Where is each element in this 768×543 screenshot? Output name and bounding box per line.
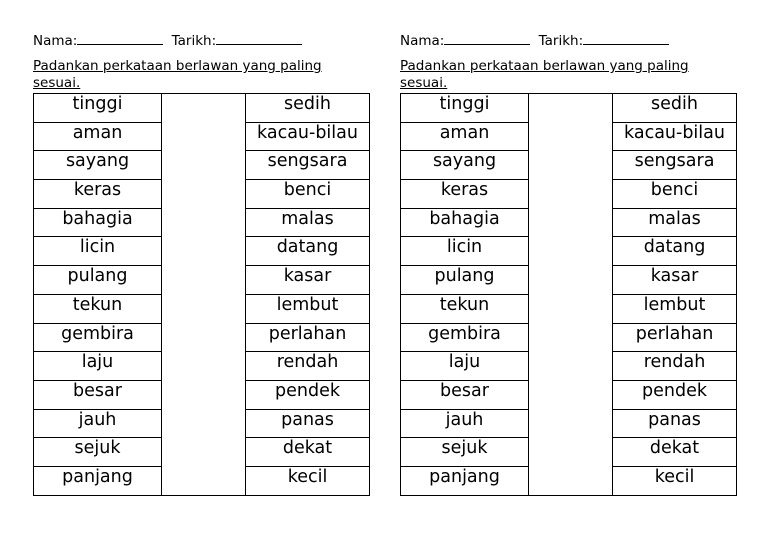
table-row bbox=[401, 352, 737, 381]
matching-table-body bbox=[401, 94, 737, 496]
table-row bbox=[34, 94, 370, 123]
header-fields bbox=[33, 32, 370, 50]
word-left-cell: gembira bbox=[401, 323, 529, 352]
matching-gap-cell bbox=[529, 266, 613, 295]
matching-gap-cell bbox=[529, 466, 613, 495]
table-row bbox=[401, 438, 737, 467]
word-right-cell: kacau-bilau bbox=[246, 122, 370, 151]
word-right-cell: panas bbox=[613, 409, 737, 438]
matching-gap-cell bbox=[529, 380, 613, 409]
instruction-text: Padankan perkataan berlawan yang paling sesuai. bbox=[400, 58, 689, 91]
matching-gap-cell bbox=[162, 122, 246, 151]
word-right-cell: sengsara bbox=[246, 151, 370, 180]
table-row bbox=[401, 151, 737, 180]
table-row bbox=[34, 237, 370, 266]
worksheet-left bbox=[33, 32, 370, 496]
table-row bbox=[401, 323, 737, 352]
word-right-cell: dekat bbox=[246, 438, 370, 467]
word-left-cell: jauh bbox=[34, 409, 162, 438]
table-row bbox=[34, 438, 370, 467]
word-left-cell: sayang bbox=[34, 151, 162, 180]
word-left-cell: besar bbox=[401, 380, 529, 409]
table-row bbox=[34, 151, 370, 180]
table-row bbox=[401, 294, 737, 323]
matching-gap-cell bbox=[162, 352, 246, 381]
matching-table bbox=[400, 93, 737, 496]
name-blank bbox=[77, 32, 163, 45]
matching-gap-cell bbox=[162, 294, 246, 323]
word-left-cell: gembira bbox=[34, 323, 162, 352]
date-label: Tarikh: bbox=[538, 33, 584, 49]
matching-gap-cell bbox=[162, 94, 246, 123]
table-row bbox=[34, 380, 370, 409]
matching-gap-cell bbox=[529, 323, 613, 352]
word-right-cell: sedih bbox=[613, 94, 737, 123]
matching-gap-cell bbox=[529, 237, 613, 266]
matching-gap-cell bbox=[162, 151, 246, 180]
table-row bbox=[401, 266, 737, 295]
matching-gap-cell bbox=[529, 294, 613, 323]
matching-gap-cell bbox=[529, 94, 613, 123]
word-left-cell: tekun bbox=[401, 294, 529, 323]
word-left-cell: panjang bbox=[34, 466, 162, 495]
word-left-cell: besar bbox=[34, 380, 162, 409]
header-fields bbox=[400, 32, 737, 50]
matching-table-body bbox=[34, 94, 370, 496]
table-row bbox=[34, 122, 370, 151]
table-row bbox=[401, 208, 737, 237]
table-row bbox=[401, 380, 737, 409]
table-row bbox=[401, 122, 737, 151]
matching-gap-cell bbox=[162, 237, 246, 266]
word-right-cell: datang bbox=[613, 237, 737, 266]
word-right-cell: sengsara bbox=[613, 151, 737, 180]
table-row bbox=[401, 466, 737, 495]
date-blank bbox=[216, 32, 302, 45]
word-right-cell: kasar bbox=[613, 266, 737, 295]
name-label: Nama: bbox=[400, 33, 445, 49]
table-row bbox=[34, 323, 370, 352]
word-right-cell: malas bbox=[246, 208, 370, 237]
date-label: Tarikh: bbox=[171, 33, 217, 49]
word-right-cell: kecil bbox=[613, 466, 737, 495]
word-left-cell: laju bbox=[401, 352, 529, 381]
word-right-cell: lembut bbox=[613, 294, 737, 323]
word-right-cell: rendah bbox=[246, 352, 370, 381]
worksheet-right bbox=[400, 32, 737, 496]
matching-gap-cell bbox=[162, 266, 246, 295]
word-left-cell: jauh bbox=[401, 409, 529, 438]
word-right-cell: kecil bbox=[246, 466, 370, 495]
word-right-cell: benci bbox=[246, 180, 370, 209]
table-row bbox=[401, 409, 737, 438]
word-left-cell: bahagia bbox=[401, 208, 529, 237]
word-right-cell: sedih bbox=[246, 94, 370, 123]
table-row bbox=[34, 409, 370, 438]
table-row bbox=[34, 352, 370, 381]
table-row bbox=[34, 180, 370, 209]
word-left-cell: tekun bbox=[34, 294, 162, 323]
date-blank bbox=[583, 32, 669, 45]
word-left-cell: tinggi bbox=[401, 94, 529, 123]
word-left-cell: panjang bbox=[401, 466, 529, 495]
matching-gap-cell bbox=[529, 409, 613, 438]
table-row bbox=[34, 294, 370, 323]
matching-gap-cell bbox=[529, 208, 613, 237]
word-right-cell: malas bbox=[613, 208, 737, 237]
matching-gap-cell bbox=[529, 352, 613, 381]
table-row bbox=[401, 180, 737, 209]
matching-gap-cell bbox=[529, 180, 613, 209]
word-left-cell: keras bbox=[401, 180, 529, 209]
word-left-cell: licin bbox=[401, 237, 529, 266]
word-left-cell: sayang bbox=[401, 151, 529, 180]
matching-gap-cell bbox=[529, 438, 613, 467]
word-left-cell: licin bbox=[34, 237, 162, 266]
word-left-cell: tinggi bbox=[34, 94, 162, 123]
table-row bbox=[401, 237, 737, 266]
word-left-cell: bahagia bbox=[34, 208, 162, 237]
word-right-cell: benci bbox=[613, 180, 737, 209]
word-right-cell: dekat bbox=[613, 438, 737, 467]
name-label: Nama: bbox=[33, 33, 78, 49]
name-blank bbox=[444, 32, 530, 45]
table-row bbox=[34, 266, 370, 295]
matching-gap-cell bbox=[162, 380, 246, 409]
word-right-cell: perlahan bbox=[246, 323, 370, 352]
word-left-cell: keras bbox=[34, 180, 162, 209]
word-left-cell: aman bbox=[34, 122, 162, 151]
word-right-cell: pendek bbox=[613, 380, 737, 409]
word-left-cell: aman bbox=[401, 122, 529, 151]
matching-gap-cell bbox=[529, 122, 613, 151]
word-left-cell: pulang bbox=[401, 266, 529, 295]
word-left-cell: pulang bbox=[34, 266, 162, 295]
matching-gap-cell bbox=[162, 466, 246, 495]
word-left-cell: sejuk bbox=[401, 438, 529, 467]
word-left-cell: sejuk bbox=[34, 438, 162, 467]
table-row bbox=[401, 94, 737, 123]
matching-gap-cell bbox=[162, 208, 246, 237]
matching-gap-cell bbox=[162, 409, 246, 438]
matching-gap-cell bbox=[529, 151, 613, 180]
word-right-cell: kasar bbox=[246, 266, 370, 295]
word-right-cell: perlahan bbox=[613, 323, 737, 352]
word-right-cell: panas bbox=[246, 409, 370, 438]
word-right-cell: rendah bbox=[613, 352, 737, 381]
matching-gap-cell bbox=[162, 323, 246, 352]
matching-table bbox=[33, 93, 370, 496]
word-left-cell: laju bbox=[34, 352, 162, 381]
table-row bbox=[34, 208, 370, 237]
matching-gap-cell bbox=[162, 438, 246, 467]
word-right-cell: datang bbox=[246, 237, 370, 266]
table-row bbox=[34, 466, 370, 495]
instruction-text: Padankan perkataan berlawan yang paling sesuai. bbox=[33, 58, 322, 91]
word-right-cell: pendek bbox=[246, 380, 370, 409]
matching-gap-cell bbox=[162, 180, 246, 209]
word-right-cell: lembut bbox=[246, 294, 370, 323]
word-right-cell: kacau-bilau bbox=[613, 122, 737, 151]
